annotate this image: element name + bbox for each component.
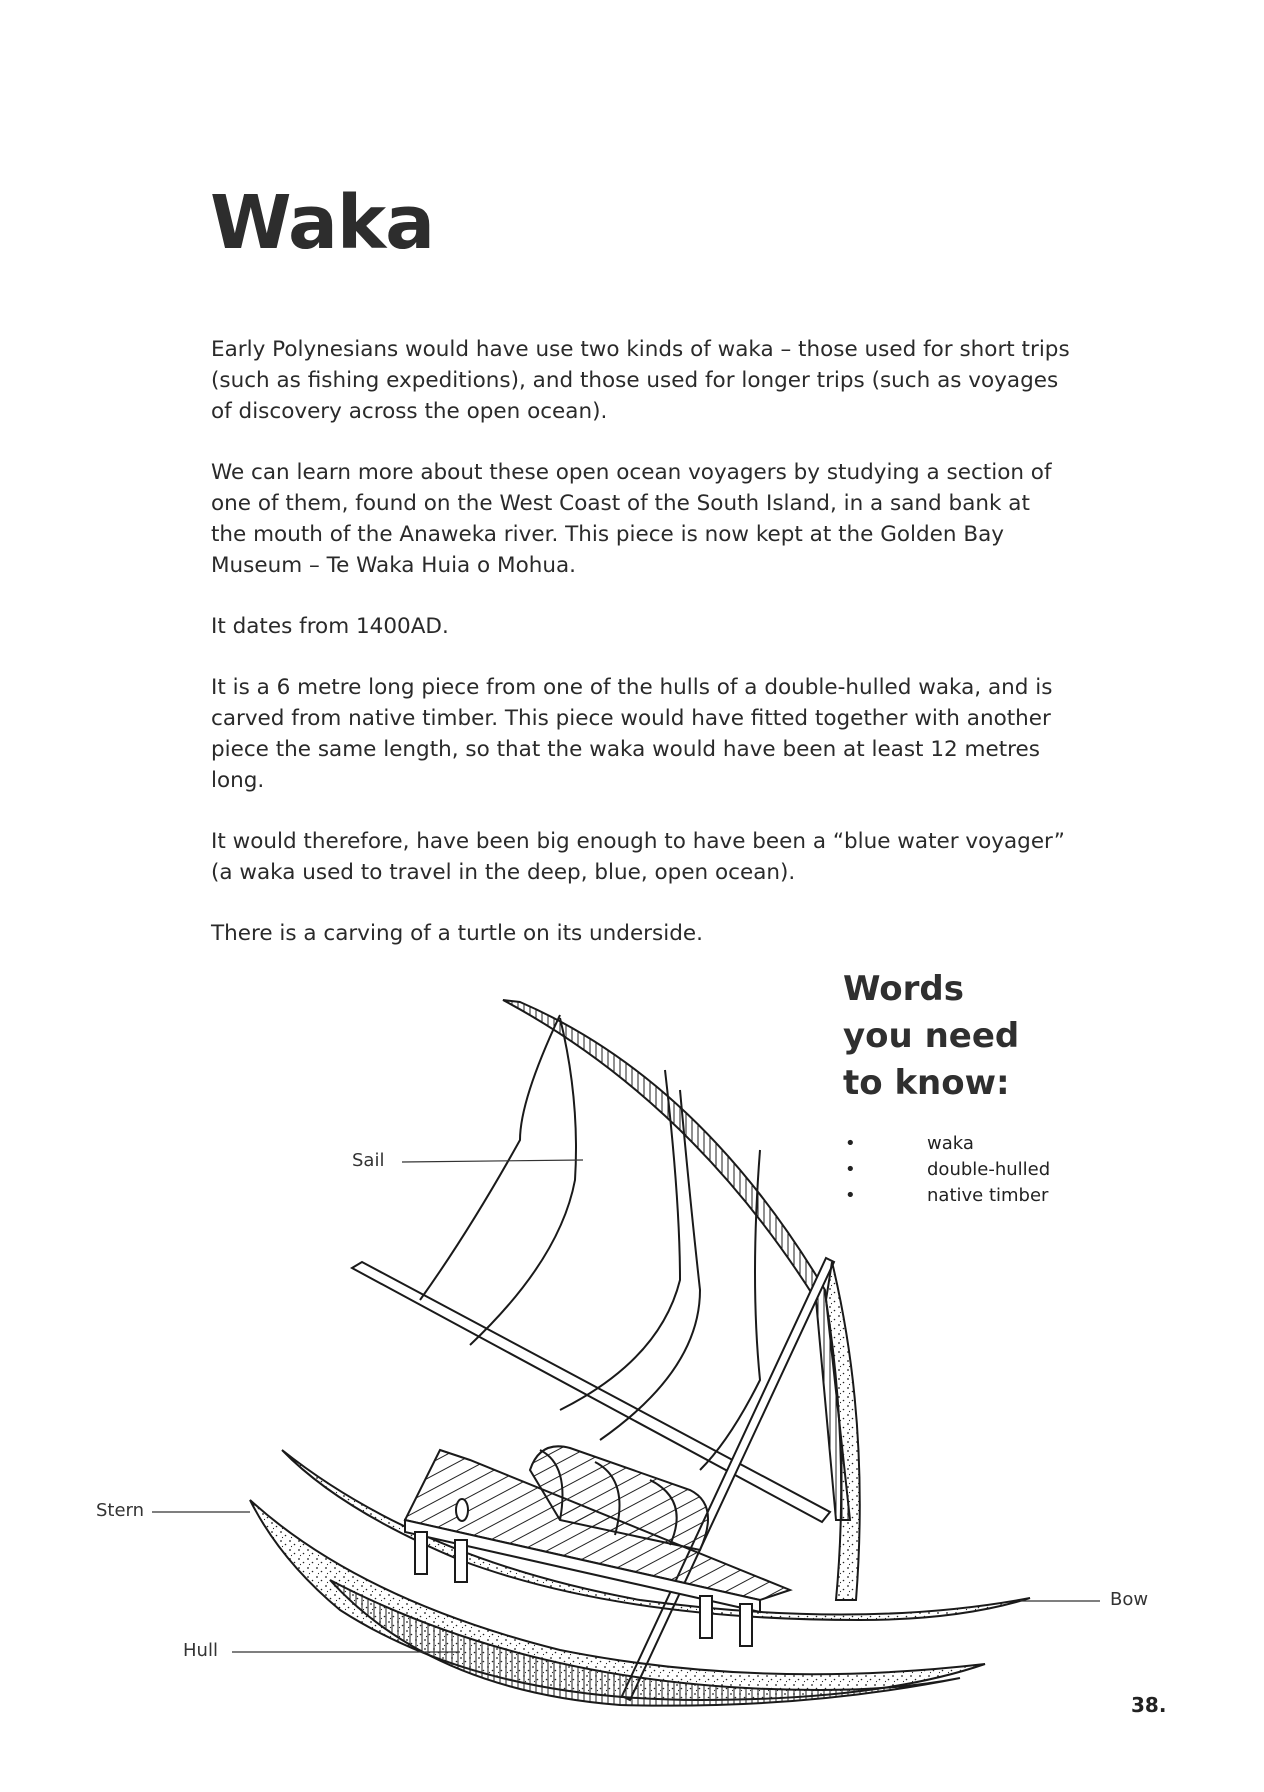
vocabulary-word: waka [927, 1133, 974, 1154]
vocabulary-word: double-hulled [927, 1159, 1051, 1180]
paragraph: It is a 6 metre long piece from one of the hulls of a double-hulled waka, and is carved from native timber. This piece would have fitted together with another piece the same length, so that the waka would have been at least 12 metres long. [211, 675, 1053, 793]
paragraph: It would therefore, have been big enough to have been a “blue water voyager” (a waka used to travel in the deep, blue, open ocean). [211, 829, 1065, 885]
words-title-line: to know: [843, 1063, 1010, 1103]
bullet-icon: • [845, 1159, 856, 1180]
bow-label: Bow [1110, 1589, 1149, 1610]
vocabulary-item [843, 1157, 1050, 1183]
sail-label: Sail [352, 1150, 385, 1171]
stern-label: Stern [96, 1500, 145, 1521]
vocabulary-word: native timber [927, 1185, 1049, 1206]
words-title-line: you need [843, 1016, 1020, 1056]
paragraph: There is a carving of a turtle on its underside. [211, 921, 703, 946]
page-title: Waka [210, 180, 435, 266]
words-title-line: Words [843, 969, 964, 1009]
vocabulary-list [843, 1131, 1050, 1209]
words-box-title [843, 966, 1019, 1107]
bullet-icon: • [845, 1133, 856, 1154]
vocabulary-item [843, 1131, 1050, 1157]
paragraph: We can learn more about these open ocean voyagers by studying a section of one of them, found on the West Coast of the South Island, in a sand bank at the mouth of the Anaweka river. This piece is now kept at the Golden Bay Museum – Te Waka Huia o Mohua. [211, 460, 1052, 578]
bullet-icon: • [845, 1185, 856, 1206]
page-number: 38. [1131, 1693, 1167, 1717]
paragraph: Early Polynesians would have use two kinds of waka – those used for short trips (such as fishing expeditions), and those used for longer trips (such as voyages of discovery across the open ocean). [211, 337, 1070, 424]
paragraph: It dates from 1400AD. [211, 614, 449, 639]
hull-label: Hull [183, 1640, 218, 1661]
vocabulary-item [843, 1183, 1050, 1209]
